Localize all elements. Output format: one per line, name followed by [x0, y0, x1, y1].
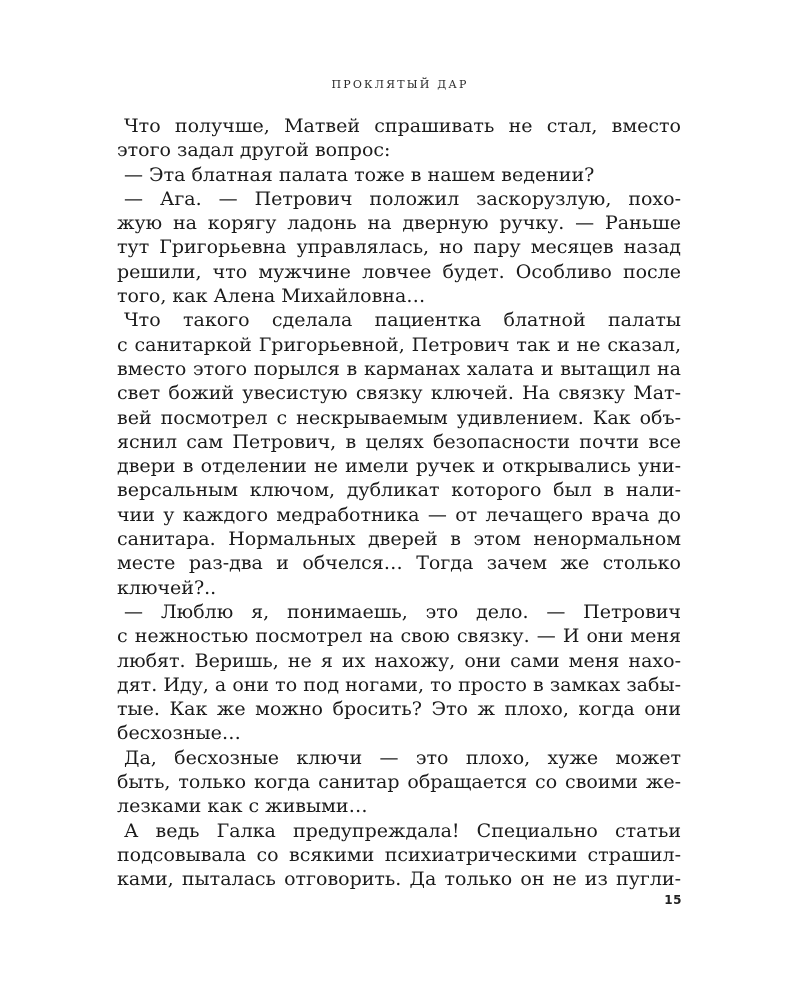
- text-line: лезками как с живыми…: [117, 795, 368, 818]
- text-line: двери в отделении не имели ручек и открывались уни-: [117, 455, 681, 478]
- text-line: санитара. Нормальных дверей в этом ненормальном: [117, 528, 681, 551]
- text-line: Что такого сделала пациентка блатной палаты: [124, 309, 681, 332]
- running-title: ПРОКЛЯТЫЙ ДАР: [331, 78, 469, 91]
- text-line: месте раз-два и обчелся… Тогда зачем же столько: [117, 552, 681, 575]
- text-line: яснил сам Петрович, в целях безопасности почти все: [117, 430, 681, 453]
- text-line: чии у каждого медработника — от лечащего врача до: [117, 503, 681, 526]
- text-line: подсовывала со всякими психиатрическими страшил-: [117, 843, 681, 866]
- text-line: с санитаркой Григорьевной, Петрович так и не сказал,: [117, 333, 681, 356]
- text-line: свет божий увесистую связку ключей. На связку Мат-: [117, 382, 681, 405]
- text-line: версальным ключом, дубликат которого был в нали-: [117, 479, 681, 502]
- body-text: [117, 114, 681, 892]
- text-line: решили, что мужчине ловчее будет. Особливо после: [117, 260, 681, 283]
- text-line: тут Григорьевна управлялась, но пару месяцев назад: [117, 236, 681, 259]
- text-line: бесхозные…: [117, 722, 241, 745]
- text-line: Что получше, Матвей спрашивать не стал, вместо: [124, 115, 681, 137]
- text-line: А ведь Галка предупреждала! Специально статьи: [124, 819, 681, 842]
- text-line: жую на корягу ладонь на дверную ручку. — Раньше: [117, 212, 681, 235]
- text-line: дят. Иду, а они то под ногами, то просто в замках забы-: [117, 673, 681, 696]
- text-line: этого задал другой вопрос:: [117, 139, 391, 162]
- text-line: тые. Как же можно бросить? Это ж плохо, когда они: [117, 698, 681, 721]
- text-line: — Ага. — Петрович положил заскорузлую, похо-: [124, 187, 681, 210]
- text-line: Да, бесхозные ключи — это плохо, хуже может: [124, 746, 681, 769]
- text-line: вей посмотрел с нескрываемым удивлением. Как объ-: [117, 406, 681, 429]
- text-line: ключей?..: [117, 576, 217, 599]
- text-line: быть, только когда санитар обращается со своими же-: [117, 771, 681, 794]
- text-line: любят. Веришь, не я их нахожу, они сами меня нахо-: [117, 649, 681, 672]
- text-line: — Люблю я, понимаешь, это дело. — Петрович: [124, 600, 681, 623]
- text-line: ками, пыталась отговорить. Да только он не из пугли-: [117, 868, 681, 891]
- page-number: 15: [664, 893, 682, 907]
- text-line: с нежностью посмотрел на свою связку. — И они меня: [117, 625, 681, 648]
- text-line: — Эта блатная палата тоже в нашем ведении?: [124, 163, 595, 186]
- text-line: вместо этого порылся в карманах халата и вытащил на: [117, 357, 681, 380]
- text-line: того, как Алена Михайловна…: [117, 285, 426, 308]
